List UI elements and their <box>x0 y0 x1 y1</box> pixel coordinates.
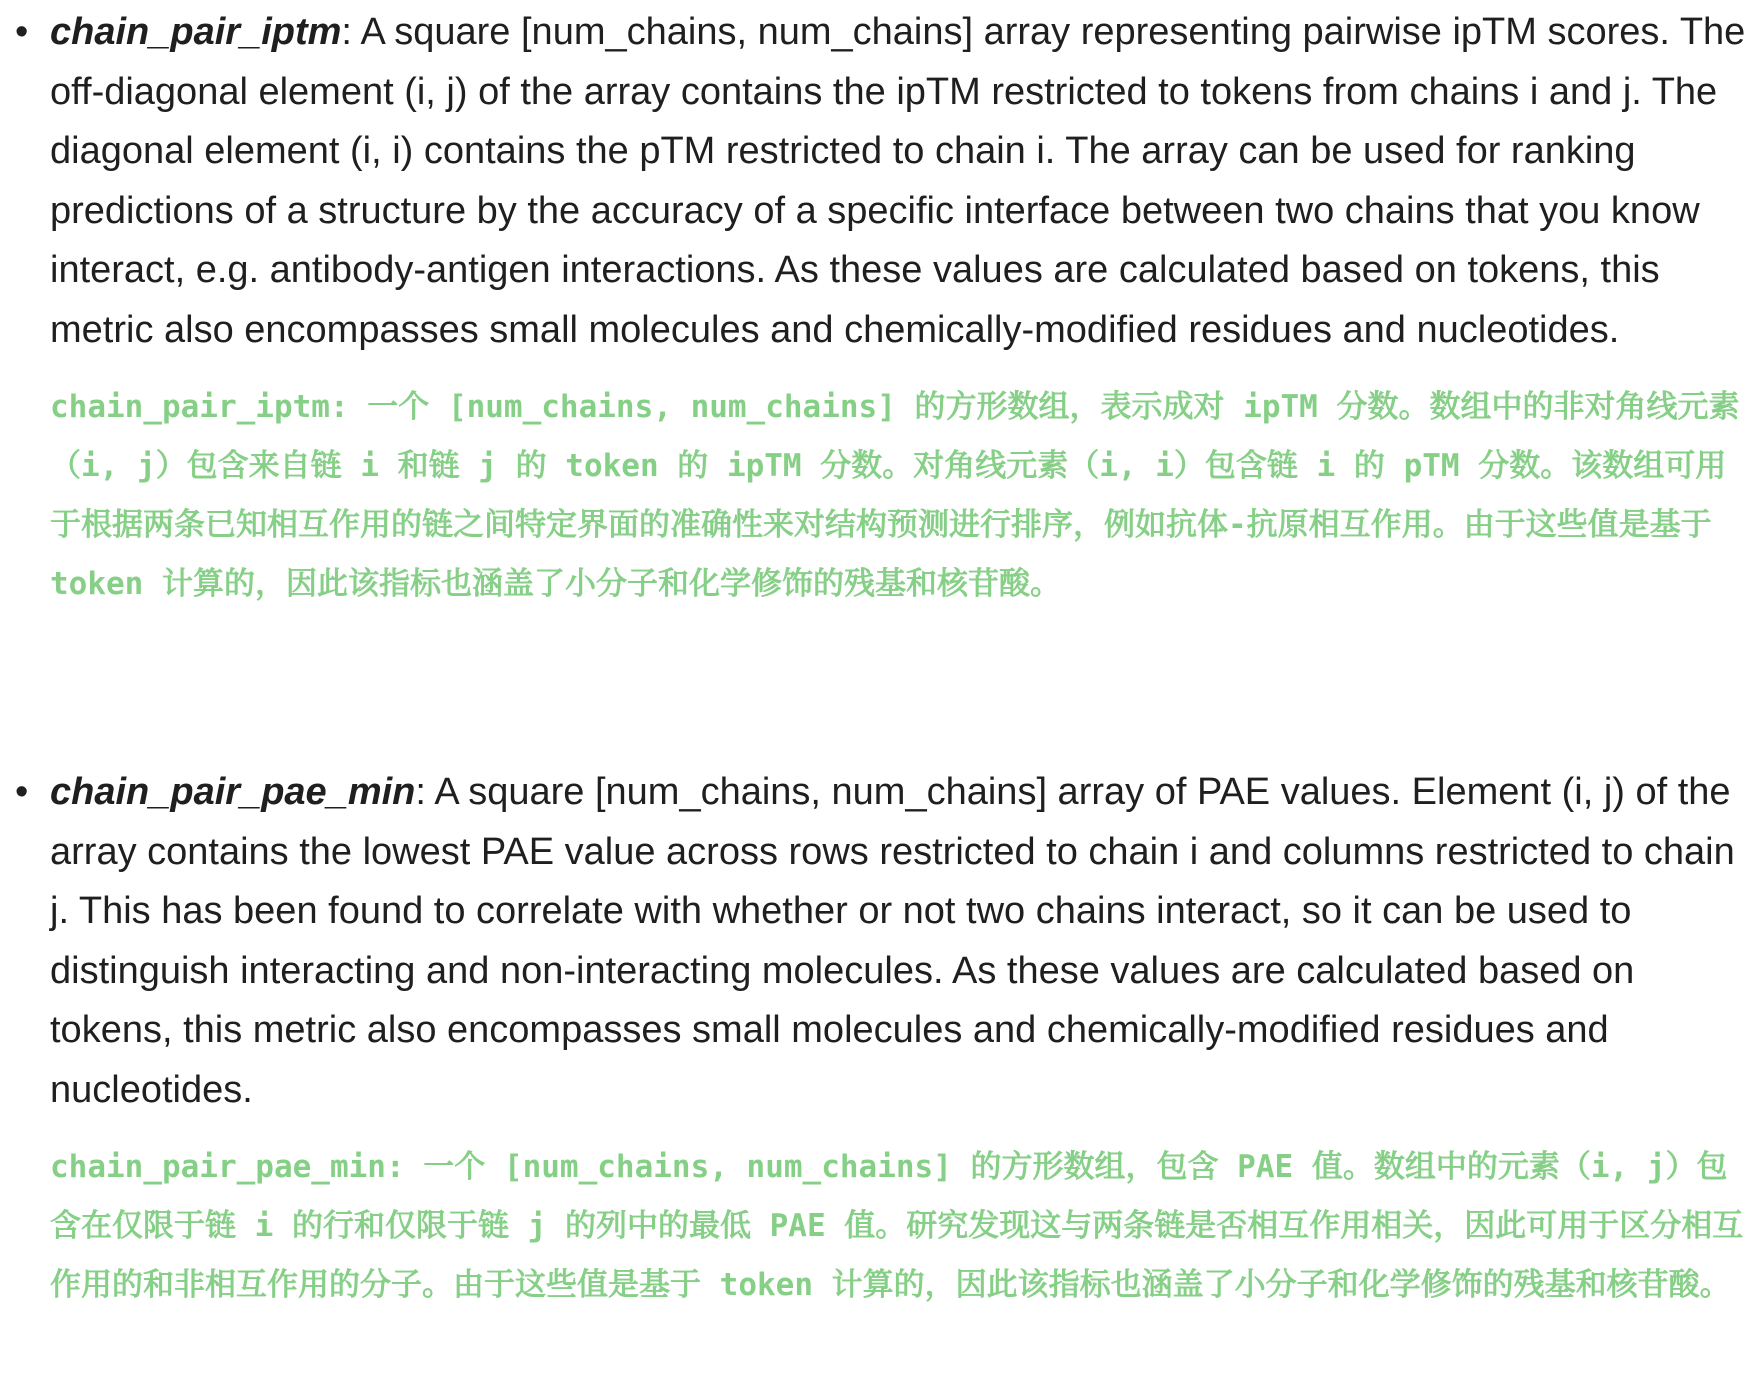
list-item-chain-pair-iptm <box>0 3 1756 614</box>
term-label: chain_pair_pae_min <box>50 771 416 813</box>
item-description <box>50 3 1750 360</box>
bullet-icon: • <box>15 11 29 53</box>
translation-text: chain_pair_pae_min: 一个 [num_chains, num_chains] 的方形数组，包含 PAE 值。数组中的元素（i, j）包含在仅限于链 i 的行和仅限于链 j 的列中的最低 PAE 值。研究发现这与两条链是否相互作用相关，因此可用于区分相互作用的和非相互作用的分子。由于这些值是基于 token 计算的，因此该指标也涵盖了小分子和化学修饰的残基和核苷酸。 <box>50 1149 1744 1303</box>
description-text: A square [num_chains, num_chains] array of PAE values. Element (i, j) of the array contains the lowest PAE value across rows restricted to chain i and columns restricted to chain j. This has been found to correlate with whether or not two chains interact, so it can be used to distinguish interacting and non-interacting molecules. As these values are calculated based on tokens, this metric also encompasses small molecules and chemically-modified residues and nucleotides. <box>50 771 1735 1111</box>
term-separator: : <box>415 771 426 813</box>
list-item-chain-pair-pae-min <box>0 763 1756 1315</box>
item-description <box>50 763 1750 1120</box>
term-label: chain_pair_iptm <box>50 11 342 53</box>
description-text: A square [num_chains, num_chains] array representing pairwise ipTM scores. The off-diagonal element (i, j) of the array contains the ipTM restricted to tokens from chains i and j. The diagonal element (i, i) contains the pTM restricted to chain i. The array can be used for ranking predictions of a structure by the accuracy of a specific interface between two chains that you know interact, e.g. antibody-antigen interactions. As these values are calculated based on tokens, this metric also encompasses small molecules and chemically-modified residues and nucleotides. <box>50 11 1746 351</box>
translation-text: chain_pair_iptm: 一个 [num_chains, num_chains] 的方形数组，表示成对 ipTM 分数。数组中的非对角线元素（i, j）包含来自链 i 和链 j 的 token 的 ipTM 分数。对角线元素（i, i）包含链 i 的 pTM 分数。该数组可用于根据两条已知相互作用的链之间特定界面的准确性来对结构预测进行排序，例如抗体-抗原相互作用。由于这些值是基于 token 计算的，因此该指标也涵盖了小分子和化学修饰的残基和核苷酸。 <box>50 389 1740 602</box>
bullet-icon: • <box>15 771 29 813</box>
term-separator: : <box>341 11 352 53</box>
